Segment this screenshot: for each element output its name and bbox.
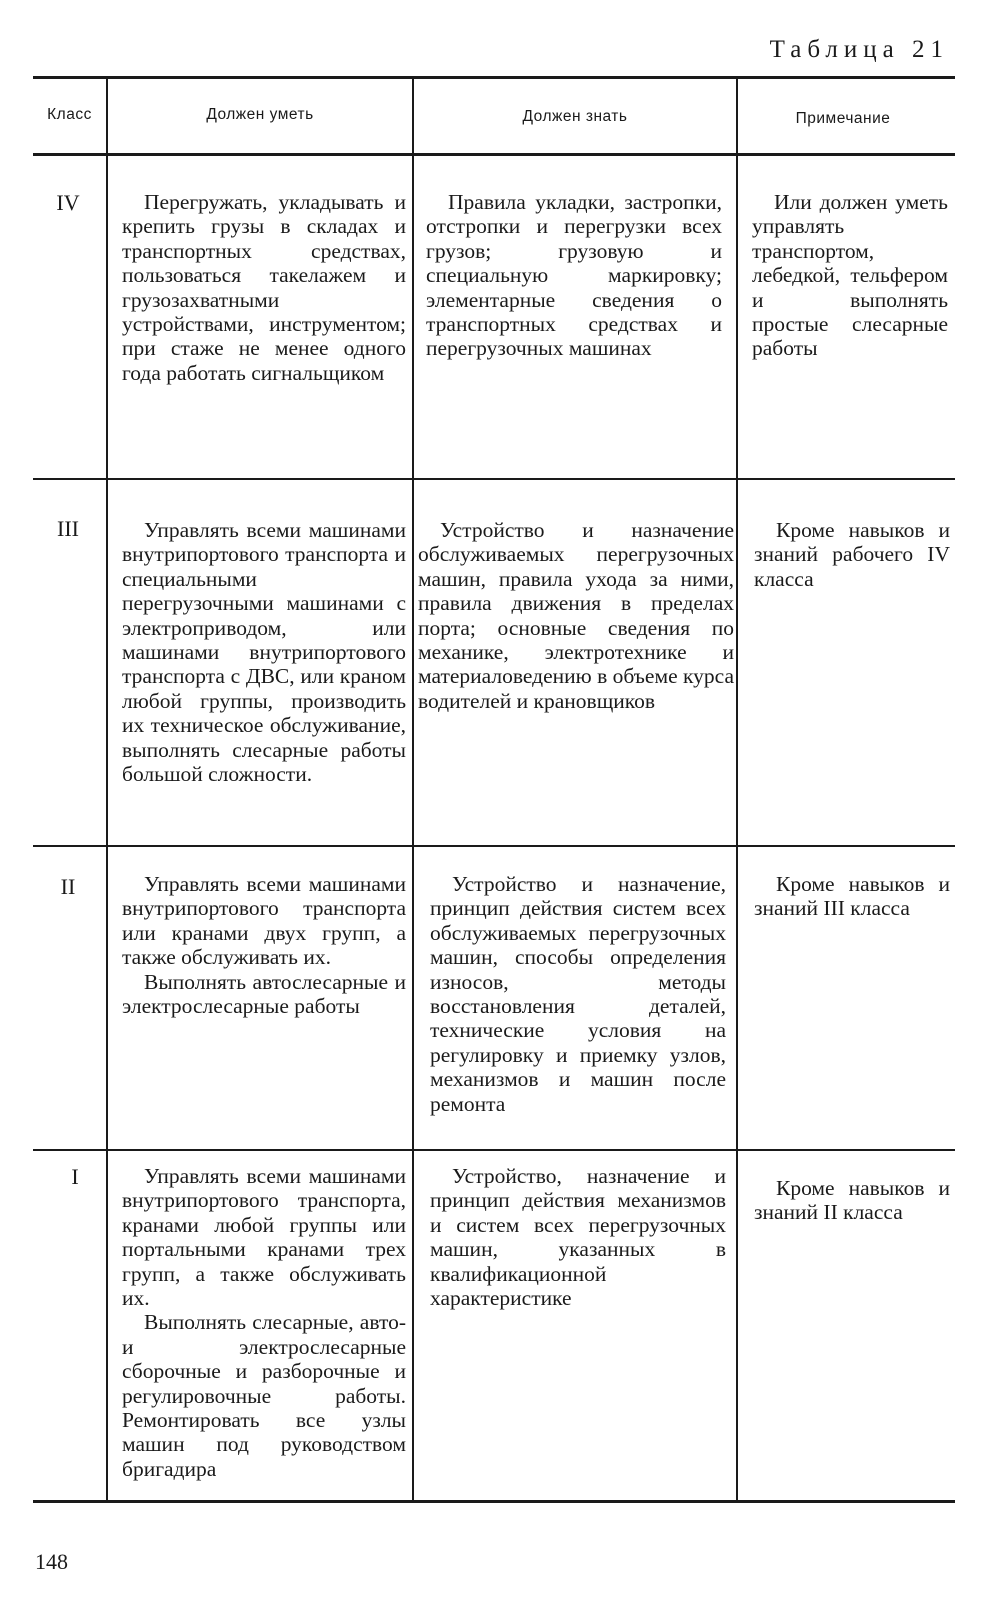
column-divider [412, 78, 414, 1502]
table-caption: Таблица 21 [769, 36, 949, 63]
cell-must-know: Устройство, назначение и принцип действия механизмов и систем всех перегрузочных машин, указанных в квалификационной характеристике [430, 1164, 726, 1311]
cell-must-know: Правила укладки, застропки, отстропки и перегрузки всех грузов; грузовую и специальную маркировку; элементарные сведения о транспортных средствах и перегрузочных машинах [426, 190, 722, 361]
column-divider [106, 78, 108, 1502]
row-divider [33, 1149, 955, 1151]
table-top-rule [33, 76, 955, 79]
cell-must-know: Устройство и назначение, принцип действия систем всех обслуживаемых перегрузочных машин, способы определения износов, методы восстановления деталей, технические условия на регулировку и приемку узлов, механизмов и машин после ремонта [430, 872, 726, 1116]
cell-must-know: Устройство и назначение обслуживаемых перегрузочных машин, правила ухода за ними, правила движения в пределах порта; основные сведения по механике, электротехнике и материаловедению в объеме курса водителей и крановщиков [418, 518, 734, 713]
cell-note: Или должен уметь управлять транспортом, лебедкой, тельфером и выполнять простые слесарные работы [752, 190, 948, 361]
cell-note: Кроме навыков и знаний II класса [754, 1176, 950, 1225]
row-class-label: I [71, 1164, 79, 1189]
cell-must-do-continued: Выполнять автослесарные и электрослесарные работы [122, 969, 406, 1019]
row-divider [33, 845, 955, 847]
row-divider [33, 478, 955, 480]
header-bottom-rule [33, 153, 955, 156]
row-class-label: II [60, 874, 76, 899]
cell-must-do-continued: Выполнять слесарные, авто- и электрослесарные сборочные и разборочные и регулировочные работы. Ремонтировать все узлы машин под руководством бригадира [122, 1310, 406, 1481]
cell-must-do-block [122, 1164, 406, 1481]
cell-must-do-block [122, 872, 406, 1018]
cell-note: Кроме навыков и знаний III класса [754, 872, 950, 921]
cell-must-do: Управлять всеми машинами внутрипортового транспорта или кранами двух групп, а также обслуживать их. [122, 872, 406, 970]
header-must-know: Должен знать [522, 108, 628, 125]
row-class-label: III [57, 516, 79, 541]
row-class-label: IV [56, 190, 80, 215]
header-note: Примечание [795, 110, 891, 127]
table-bottom-rule [33, 1500, 955, 1503]
cell-must-do: Управлять всеми машинами внутрипортового транспорта и специальными перегрузочными машинами с электроприводом, или машинами внутрипортового транспорта с ДВС, или краном любой группы, производить их техническое обслуживание, выполнять слесарные работы большой сложности. [122, 518, 406, 787]
cell-note: Кроме навыков и знаний рабочего IV класса [754, 518, 950, 591]
cell-must-do: Перегружать, укладывать и крепить грузы в складах и транспортных средствах, пользоваться такелажем и грузозахватными устройствами, инструментом; при стаже не менее одного года работать сигнальщиком [122, 190, 406, 385]
cell-must-do: Управлять всеми машинами внутрипортового транспорта, кранами любой группы или портальными кранами трех групп, а также обслуживать их. [122, 1164, 406, 1311]
header-must-do: Должен уметь [206, 106, 314, 123]
column-divider [736, 78, 738, 1502]
header-class: Класс [47, 106, 92, 123]
page-number: 148 [35, 1549, 68, 1574]
